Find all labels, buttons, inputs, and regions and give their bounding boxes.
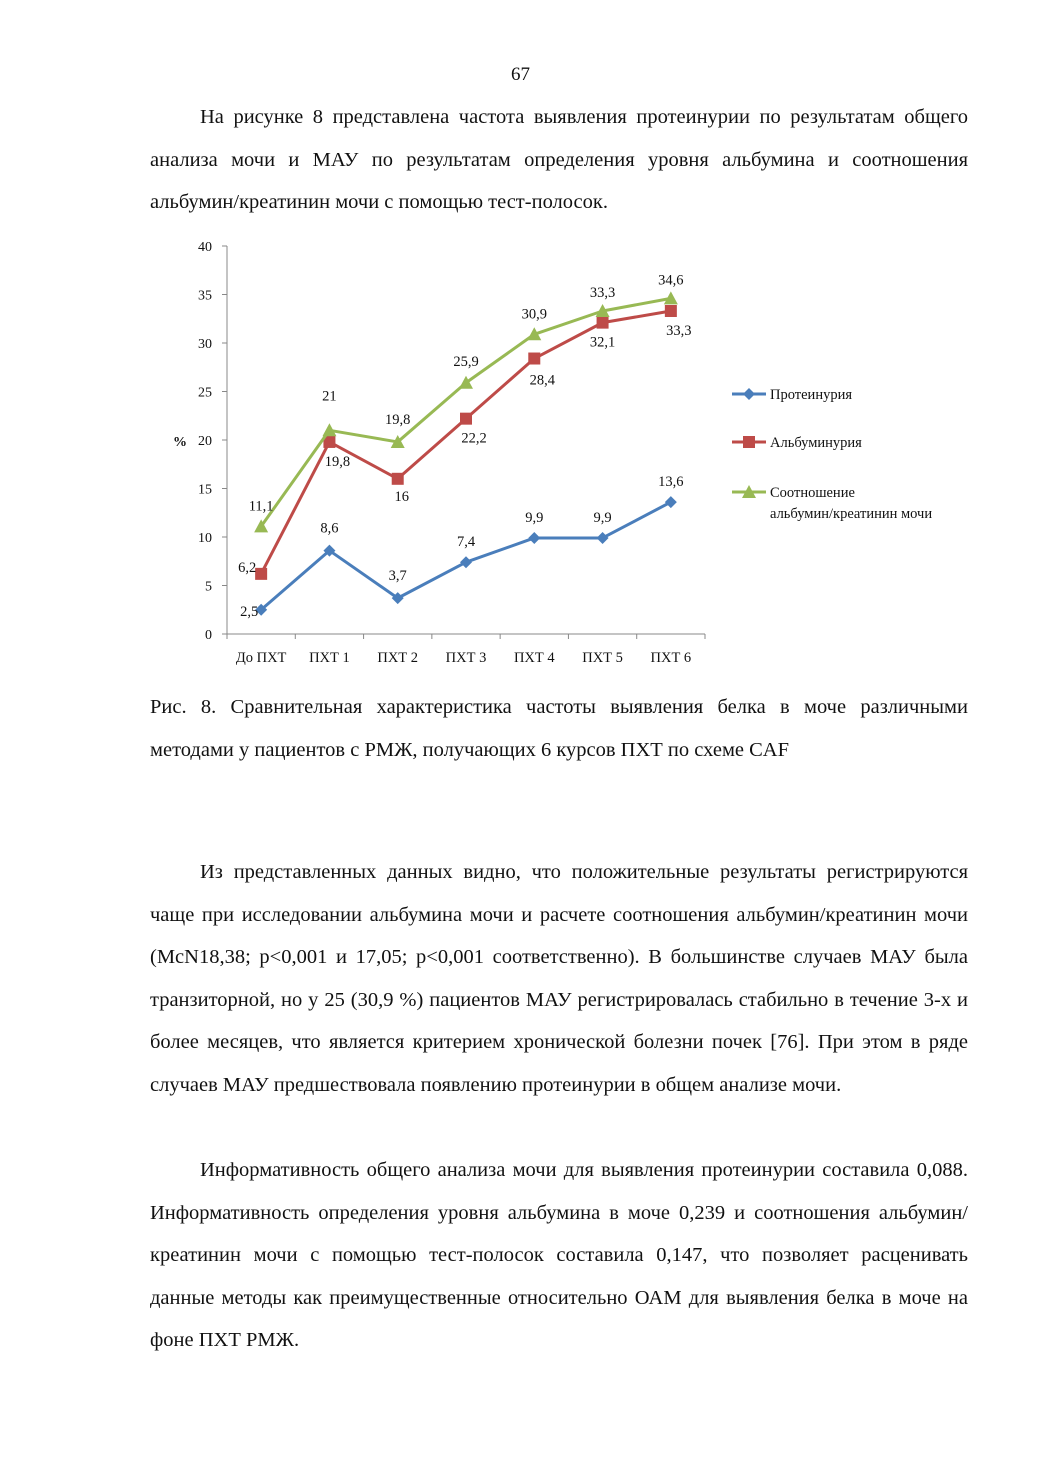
page-number: 67 xyxy=(511,64,530,85)
x-tick-label: ПХТ 2 xyxy=(377,650,419,666)
y-tick-label: 10 xyxy=(198,531,212,546)
data-label-series-3: 25,9 xyxy=(453,353,479,370)
y-axis-label: % xyxy=(173,435,187,450)
data-point-series-2 xyxy=(460,413,472,425)
data-label-series-2: 22,2 xyxy=(461,430,487,447)
figure-caption: Рис. 8. Сравнительная характеристика частоты выявления белка в моче различными методами у пациентов с РМЖ, получающих 6 курсов ПХТ по схеме CAF xyxy=(150,696,968,761)
data-label-series-2: 33,3 xyxy=(666,322,692,339)
x-tick-label: ПХТ 4 xyxy=(513,650,555,666)
data-point-series-2 xyxy=(392,473,404,485)
body-paragraph-1: Из представленных данных видно, что положительные результаты регистрируются чаще при исследовании альбумина мочи и расчете соотношения альбумин/креатинин мочи (McN18,38; p<0,001 и 17,05; p<0,001 соответственно). В большинстве случаев МАУ была транзиторной, но у 25 (30,9 %) пациентов МАУ регистрировалась стабильно в течение 3-х и более месяцев, что является критерием хронической болезни почек [76]. При этом в ряде случаев МАУ предшествовала появлению протеинурии в общем анализе мочи. xyxy=(150,861,968,1096)
data-label-series-2: 16 xyxy=(394,488,409,505)
x-tick-label: ПХТ 1 xyxy=(309,650,350,666)
data-label-series-1: 13,6 xyxy=(658,474,684,491)
data-label-series-1: 7,4 xyxy=(456,534,476,551)
body-paragraph-2: Информативность общего анализа мочи для выявления протеинурии составила 0,088. Информативность определения уровня альбумина в моче 0,239 и соотношения альбумин/креатинин мочи с помощью тест-полосок составила 0,147, что позволяет расценивать данные методы как преимущественные относительно ОАМ для выявления белка в моче на фоне ПХТ РМЖ. xyxy=(150,1159,968,1351)
intro-paragraph: На рисунке 8 представлена частота выявления протеинурии по результатам общего анализа мочи и МАУ по результатам определения уровня альбумина и соотношения альбумин/креатинин мочи с помощью тест-полосок. xyxy=(150,106,968,213)
y-tick-label: 40 xyxy=(198,240,212,255)
x-tick-label: ПХТ 6 xyxy=(650,650,692,666)
data-label-series-1: 2,5 xyxy=(240,603,259,620)
data-label-series-1: 9,9 xyxy=(593,509,612,526)
data-label-series-3: 11,1 xyxy=(248,498,274,515)
data-label-series-3: 19,8 xyxy=(385,411,411,428)
data-point-series-2 xyxy=(255,568,267,580)
data-point-series-1 xyxy=(665,496,677,508)
legend-label: Соотношение xyxy=(770,485,855,501)
data-point-series-2 xyxy=(597,317,609,329)
proteinuria-line-chart xyxy=(160,230,990,678)
legend-marker xyxy=(743,436,755,448)
data-label-series-3: 30,9 xyxy=(521,306,547,323)
data-label-series-1: 9,9 xyxy=(525,509,544,526)
legend-label: Альбуминурия xyxy=(770,435,862,451)
series-line-3 xyxy=(261,298,671,526)
x-tick-label: До ПХТ xyxy=(235,650,287,666)
legend-label: альбумин/креатинин мочи xyxy=(770,506,933,522)
data-point-series-1 xyxy=(597,532,609,544)
y-tick-label: 5 xyxy=(205,579,212,595)
data-point-series-1 xyxy=(528,532,540,544)
data-label-series-3: 21 xyxy=(322,388,337,405)
y-tick-label: 35 xyxy=(198,288,212,304)
y-tick-label: 15 xyxy=(198,482,212,498)
y-tick-label: 0 xyxy=(205,628,212,643)
data-point-series-2 xyxy=(665,305,677,317)
data-label-series-3: 34,6 xyxy=(658,272,684,289)
y-tick-label: 25 xyxy=(198,385,212,401)
x-tick-label: ПХТ 3 xyxy=(445,650,487,666)
data-point-series-2 xyxy=(528,353,540,365)
data-label-series-2: 28,4 xyxy=(529,372,555,389)
data-label-series-2: 32,1 xyxy=(589,334,616,351)
data-label-series-2: 19,8 xyxy=(324,453,351,470)
x-tick-label: ПХТ 5 xyxy=(582,650,623,666)
y-tick-label: 20 xyxy=(198,434,212,449)
data-label-series-3: 33,3 xyxy=(589,284,616,301)
y-tick-label: 30 xyxy=(198,337,212,352)
legend-marker xyxy=(743,388,755,400)
data-label-series-1: 3,7 xyxy=(388,568,407,585)
data-label-series-2: 6,2 xyxy=(238,559,257,576)
data-point-series-1 xyxy=(460,556,472,568)
legend-label: Протеинурия xyxy=(770,387,853,403)
data-label-series-1: 8,6 xyxy=(320,520,339,537)
